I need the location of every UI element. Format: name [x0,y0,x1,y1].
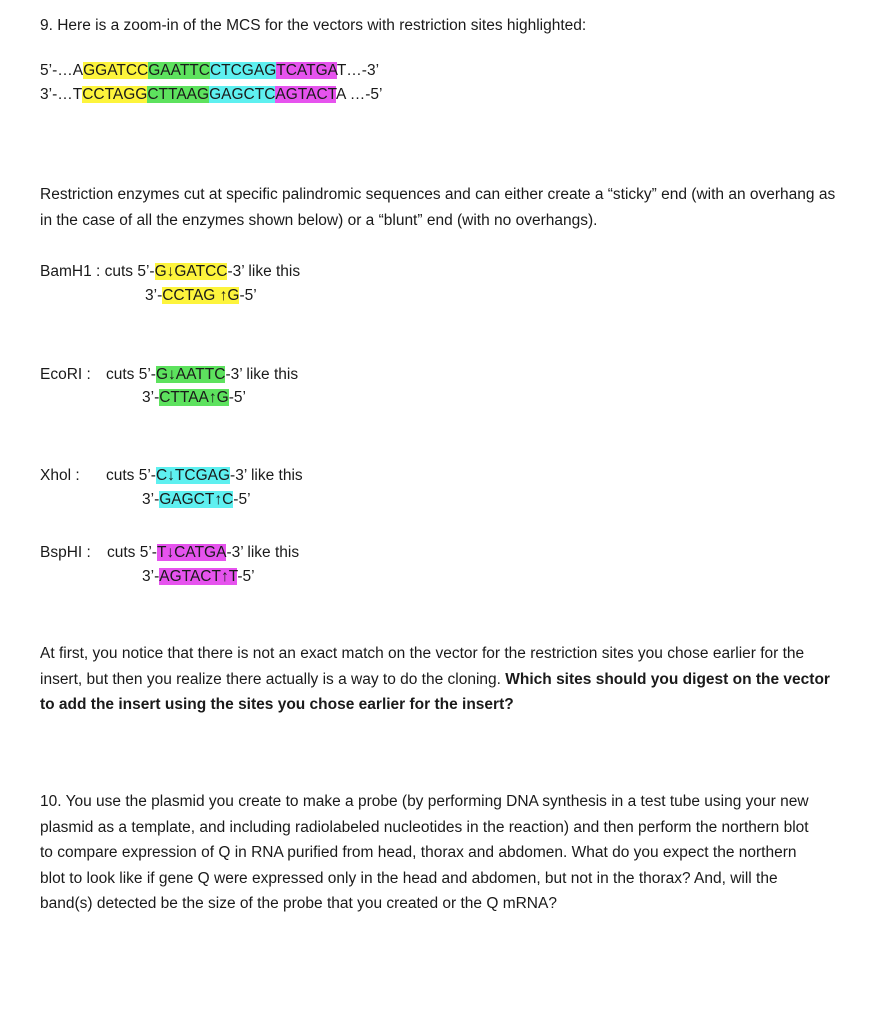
bamh1-top-line [40,261,300,283]
bottom-suffix: A …-5’ [335,86,383,103]
xhoi-bottom-site: GAGCT↑C [159,491,234,508]
bottom-bsphi-site: AGTACT [275,86,336,103]
ecori-bottom-site: CTTAA↑G [159,389,229,406]
top-ecori-site: GAATTC [148,62,210,79]
bsphi-bottom-line [142,566,255,588]
restriction-intro-paragraph: Restriction enzymes cut at specific palindromic sequences and can either create a “sticky” end (with an overhang as in the case of all the enzymes shown below) or a “blunt” end (with no overhangs). [40,186,836,229]
xhoi-bottom-end: -5’ [233,491,251,508]
ecori-bottom-line [142,387,246,409]
bsphi-top-end: -3’ like this [226,544,300,561]
xhoi-bottom-start: 3’- [142,491,160,508]
xhoi-top-end: -3’ like this [230,467,303,484]
bamh1-bottom-site: CCTAG ↑G [162,287,240,304]
bsphi-bottom-start: 3’- [142,568,160,585]
xhoi-top-line [40,465,80,487]
ecori-bottom-end: -5’ [228,389,246,406]
bamh1-bottom-end: -5’ [239,287,257,304]
top-bsphi-site: TCATGA [276,62,337,79]
bamh1-top-end: -3’ like this [227,263,301,280]
top-xhoi-site: CTCGAG [209,62,277,79]
top-bamh1-site: GGATCC [83,62,149,79]
ecori-top-end: -3’ like this [225,366,299,383]
bamh1-bottom-line [145,285,257,307]
ecori-label: EcoRI : [40,366,91,383]
cloning-paragraph [40,641,830,718]
bamh1-bottom-start: 3’- [145,287,163,304]
mcs-bottom-strand [40,84,382,106]
bottom-bamh1-site: CCTAGG [82,86,148,103]
bsphi-bottom-site: AGTACT↑T [159,568,238,585]
xhoi-top-site: C↓TCGAG [155,467,231,484]
bsphi-label: BspHI : [40,544,91,561]
ecori-top-line [40,364,91,386]
q10-paragraph: 10. You use the plasmid you create to make a probe (by performing DNA synthesis in a test tube using your new plasmid as a template, and including radiolabeled nucleotides in the reaction) and then perform the northern blot to compare expression of Q in RNA purified from head, thorax and abdomen. What do you expect the northern blot to look like if gene Q were expressed only in the head and abdomen, but not in the thorax? And, will the band(s) detected be the size of the probe that you created or the Q mRNA? [40,793,809,912]
ecori-cuts: cuts 5’- [106,366,156,383]
top-suffix: T…-3’ [336,62,380,79]
bsphi-top-site: T↓CATGA [156,544,227,561]
top-prefix: 5’-…A [40,62,84,79]
bsphi-top-line [40,542,91,564]
bsphi-bottom-end: -5’ [237,568,255,585]
cloning-text: At first, you notice that there is not an exact match on the vector for the restriction sites you chose earlier for the insert, but then you realize there actually is a way to do the cloning. [40,645,805,688]
cloning-question: Which sites should you digest on the vector to add the insert using the sites you chose earlier for the insert? [40,670,830,713]
bottom-prefix: 3’-…T [40,86,83,103]
mcs-top-strand [40,60,379,82]
bamh1-top-site: G↓GATCC [154,263,228,280]
bamh1-label: BamH1 : cuts 5’- [40,263,155,280]
xhoi-cuts-line [106,465,303,487]
bottom-xhoi-site: GAGCTC [209,86,276,103]
bsphi-cuts: cuts 5’- [107,544,157,561]
ecori-top-site: G↓AATTC [155,366,226,383]
ecori-cuts-line [106,364,298,386]
bsphi-cuts-line [107,542,299,564]
q9-heading: 9. Here is a zoom-in of the MCS for the vectors with restriction sites highlighted: [40,17,587,34]
ecori-bottom-start: 3’- [142,389,160,406]
bottom-ecori-site: CTTAAG [147,86,210,103]
xhoi-cuts: cuts 5’- [106,467,156,484]
xhoi-label: Xhol : [40,467,80,484]
xhoi-bottom-line [142,489,251,511]
